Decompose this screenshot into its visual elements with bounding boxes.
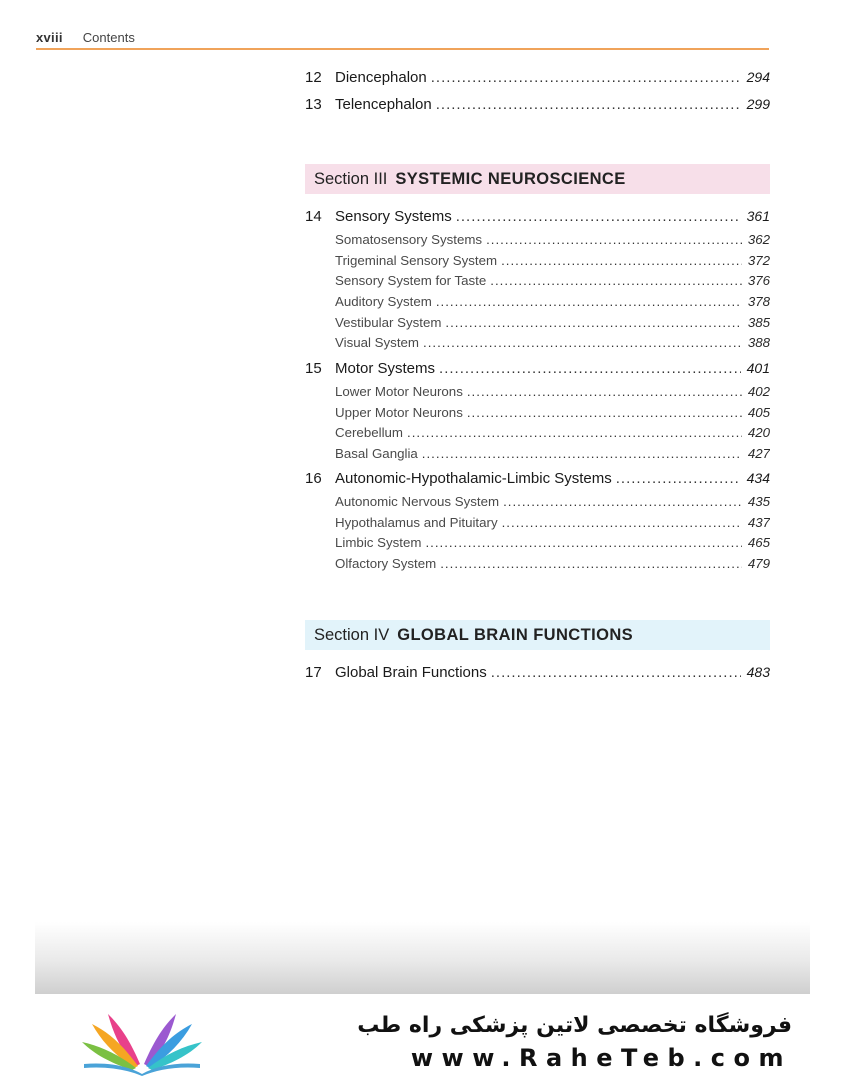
section-title: SYSTEMIC NEUROSCIENCE bbox=[395, 169, 626, 188]
toc-subsection-row[interactable] bbox=[305, 513, 770, 534]
running-title: Contents bbox=[82, 30, 135, 45]
open-book-icon bbox=[78, 1006, 206, 1076]
chapter-title: Sensory Systems bbox=[335, 208, 452, 225]
toc-subsection-row[interactable] bbox=[305, 444, 770, 465]
leader-dots bbox=[440, 554, 742, 575]
chapter-number: 17 bbox=[305, 664, 322, 681]
page-ref: 372 bbox=[747, 252, 770, 268]
page-ref: 401 bbox=[746, 360, 770, 376]
toc-subsection-row[interactable] bbox=[305, 423, 770, 444]
section-label: Section IV bbox=[314, 625, 390, 644]
leader-dots bbox=[491, 659, 741, 686]
page-ref: 385 bbox=[747, 314, 770, 330]
toc-subsection-row[interactable] bbox=[305, 533, 770, 554]
chapter-title: Diencephalon bbox=[335, 69, 427, 86]
page-ref: 362 bbox=[747, 232, 770, 247]
chapter-title: Global Brain Functions bbox=[335, 664, 487, 681]
chapter-title: Telencephalon bbox=[335, 96, 432, 113]
page-ref: 405 bbox=[747, 404, 770, 420]
toc-chapter-row[interactable] bbox=[305, 659, 770, 686]
subsection-title: Trigeminal Sensory System bbox=[335, 252, 498, 268]
chapter-title: Autonomic-Hypothalamic-Limbic Systems bbox=[335, 470, 612, 487]
subsection-title: Vestibular System bbox=[335, 314, 442, 330]
page-ref: 376 bbox=[747, 273, 770, 289]
leader-dots bbox=[503, 492, 742, 513]
page-ref: 437 bbox=[747, 514, 770, 530]
subsection-title: Visual System bbox=[335, 335, 420, 351]
subsection-title: Limbic System bbox=[335, 535, 422, 551]
chapter-title: Motor Systems bbox=[335, 360, 436, 377]
toc-chapter-14 bbox=[305, 203, 770, 354]
toc-subsection-row[interactable] bbox=[305, 271, 770, 292]
section-title: GLOBAL BRAIN FUNCTIONS bbox=[397, 625, 634, 644]
page-ref: 435 bbox=[747, 494, 770, 509]
leader-dots bbox=[467, 382, 742, 403]
toc-subsection-row[interactable] bbox=[305, 382, 770, 403]
page-ref: 420 bbox=[747, 425, 770, 441]
subsection-title: Olfactory System bbox=[335, 556, 437, 572]
page-ref: 402 bbox=[747, 384, 770, 399]
leader-dots bbox=[445, 313, 741, 334]
toc-chapter-row[interactable] bbox=[305, 355, 770, 382]
leader-dots bbox=[407, 423, 742, 444]
page-ref: 378 bbox=[747, 294, 770, 310]
page-ref: 388 bbox=[747, 335, 770, 351]
subsection-title: Hypothalamus and Pituitary bbox=[335, 514, 498, 530]
section-label: Section III bbox=[314, 169, 388, 188]
leader-dots bbox=[439, 355, 741, 382]
toc-chapter-row[interactable] bbox=[305, 64, 770, 91]
toc-chapter-16 bbox=[305, 465, 770, 575]
toc-subsection-row[interactable] bbox=[305, 230, 770, 251]
page-header bbox=[36, 30, 769, 50]
subsection-title: Upper Motor Neurons bbox=[335, 404, 463, 420]
leader-dots bbox=[423, 333, 742, 354]
leader-dots bbox=[490, 271, 742, 292]
chapter-number: 14 bbox=[305, 208, 322, 225]
leader-dots bbox=[431, 64, 741, 91]
toc-chapter-15 bbox=[305, 355, 770, 465]
chapter-number: 15 bbox=[305, 360, 322, 377]
section-heading-3 bbox=[305, 164, 770, 194]
leader-dots bbox=[422, 444, 742, 465]
page-ref: 294 bbox=[746, 69, 770, 85]
page-number: xviii bbox=[36, 30, 63, 45]
subsection-title: Sensory System for Taste bbox=[335, 273, 487, 289]
leader-dots bbox=[456, 203, 741, 230]
page-ref: 427 bbox=[747, 446, 770, 462]
page-ref: 465 bbox=[747, 535, 770, 551]
page-ref: 299 bbox=[746, 96, 770, 112]
toc-subsection-row[interactable] bbox=[305, 492, 770, 513]
brand-url[interactable]: www.RaheTeb.com bbox=[410, 1044, 792, 1072]
toc-subsection-row[interactable] bbox=[305, 403, 770, 424]
toc-subsection-row[interactable] bbox=[305, 554, 770, 575]
chapter-number: 13 bbox=[305, 96, 322, 113]
section-heading-4 bbox=[305, 620, 770, 650]
page-ref: 434 bbox=[746, 470, 770, 486]
toc-chapter-row[interactable] bbox=[305, 203, 770, 230]
toc-part-top bbox=[305, 64, 770, 118]
leader-dots bbox=[486, 230, 742, 251]
leader-dots bbox=[501, 251, 742, 272]
toc-subsection-row[interactable] bbox=[305, 333, 770, 354]
chapter-number: 12 bbox=[305, 69, 322, 86]
page-ref: 483 bbox=[746, 664, 770, 680]
leader-dots bbox=[425, 533, 741, 554]
subsection-title: Cerebellum bbox=[335, 425, 403, 441]
toc-chapter-row[interactable] bbox=[305, 465, 770, 492]
toc-subsection-row[interactable] bbox=[305, 251, 770, 272]
leader-dots bbox=[436, 91, 741, 118]
subsection-title: Lower Motor Neurons bbox=[335, 384, 463, 399]
subsection-title: Basal Ganglia bbox=[335, 446, 418, 462]
leader-dots bbox=[502, 513, 742, 534]
page-ref: 361 bbox=[746, 208, 770, 224]
toc-subsection-row[interactable] bbox=[305, 313, 770, 334]
subsection-title: Autonomic Nervous System bbox=[335, 494, 500, 509]
toc-chapter-row[interactable] bbox=[305, 91, 770, 118]
chapter-number: 16 bbox=[305, 470, 322, 487]
leader-dots bbox=[467, 403, 742, 424]
leader-dots bbox=[436, 292, 742, 313]
subsection-title: Somatosensory Systems bbox=[335, 232, 483, 247]
leader-dots bbox=[616, 465, 741, 492]
page-bottom-shadow bbox=[35, 922, 810, 994]
page-ref: 479 bbox=[747, 556, 770, 572]
brand-name: فروشگاه تخصصی لاتین پزشکی راه طب bbox=[357, 1013, 792, 1038]
subsection-title: Auditory System bbox=[335, 294, 432, 310]
toc-subsection-row[interactable] bbox=[305, 292, 770, 313]
toc-chapter-17 bbox=[305, 659, 770, 686]
